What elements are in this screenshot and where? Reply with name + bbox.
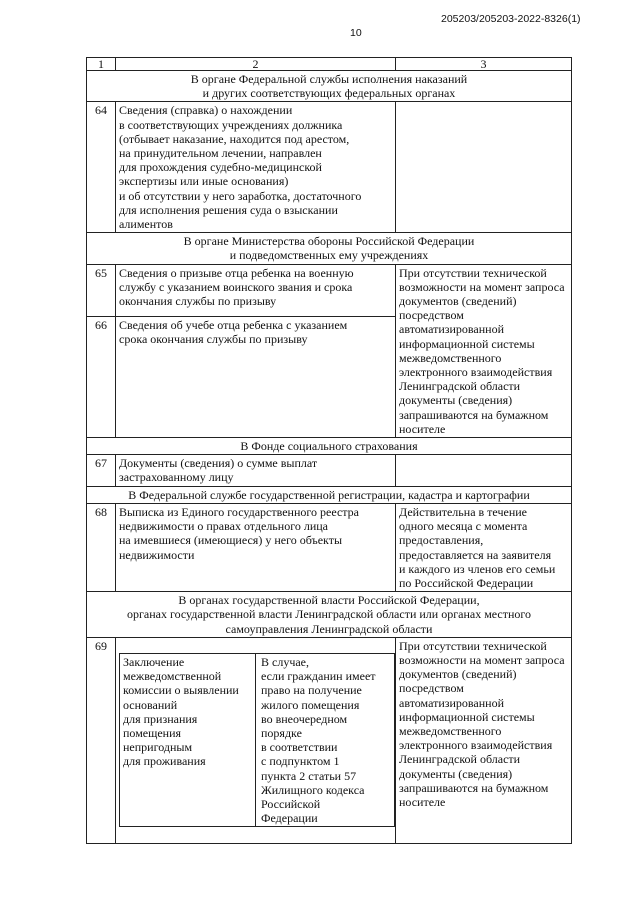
document-name: Заключение межведомственной комиссии о выявлении оснований для признания помещения непригодным для проживания [120,653,256,826]
section-heading-row [87,71,572,102]
section-heading-row [87,486,572,503]
section-heading-row [87,438,572,455]
table-row [87,102,572,233]
row-note [396,455,572,486]
document-id: 205203/205203-2022-8326(1) [441,13,581,25]
section-heading: В органах государственной власти Российской Федерации, органах государственной власти Ленинградской области или органах местного самоуправления Ленинградской области [87,592,572,638]
row-number: 67 [87,455,116,486]
table-row [87,637,572,843]
table-row [87,264,572,316]
document-cell [116,637,396,843]
row-number: 68 [87,503,116,591]
documents-table [86,57,572,844]
row-note [396,102,572,233]
document-name: Сведения о призыве отца ребенка на военную службу с указанием воинского звания и срока окончания службы по призыву [116,264,396,316]
document-name: Документы (сведения) о сумме выплат застрахованному лицу [116,455,396,486]
row-number: 66 [87,317,116,438]
section-heading: В Федеральной службе государственной регистрации, кадастра и картографии [87,486,572,503]
section-heading: В органе Федеральной службы исполнения наказаний и других соответствующих федеральных органах [87,71,572,102]
row-number: 64 [87,102,116,233]
document-name: Сведения (справка) о нахождении в соответствующих учреждениях должника (отбывает наказание, находится под арестом, на принудительном лечении, направлен для прохождения судебно-медицинской экспертизы или иные основания) и об отсутствии у него заработка, достаточного для исполнения решения суда о взыскании алиментов [116,102,396,233]
table-row [87,455,572,486]
row-number: 69 [87,637,116,843]
section-heading-row [87,233,572,264]
document-split [119,653,395,827]
column-number: 3 [396,58,572,71]
row-number: 65 [87,264,116,316]
row-note: При отсутствии технической возможности на момент запроса документов (сведений) посредством автоматизированной информационной системы межведомственного электронного взаимодействия Ленинградской области документы (сведения) запрашиваются на бумажном носителе [396,264,572,437]
table-row [87,503,572,591]
document-name: Выписка из Единого государственного реестра недвижимости о правах отдельного лица на имевшиеся (имеющиеся) у него объекты недвижимости [116,503,396,591]
section-heading-row [87,592,572,638]
document-name: Сведения об учебе отца ребенка с указанием срока окончания службы по призыву [116,317,396,438]
page-number: 10 [350,27,362,39]
column-number: 1 [87,58,116,71]
condition-text: В случае, если гражданин имеет право на получение жилого помещения во внеочередном порядке в соответствии с подпунктом 1 пункта 2 статьи 57 Жилищного кодекса Российской Федерации [256,653,395,826]
section-heading: В Фонде социального страхования [87,438,572,455]
row-note: При отсутствии технической возможности на момент запроса документов (сведений) посредством автоматизированной информационной системы межведомственного электронного взаимодействия Ленинградской области документы (сведения) запрашиваются на бумажном носителе [396,637,572,843]
row-note: Действительна в течение одного месяца с момента предоставления, предоставляется на заявителя и каждого из членов его семьи по Российской Федерации [396,503,572,591]
column-number: 2 [116,58,396,71]
column-number-row [87,58,572,71]
section-heading: В органе Министерства обороны Российской Федерации и подведомственных ему учреждениях [87,233,572,264]
